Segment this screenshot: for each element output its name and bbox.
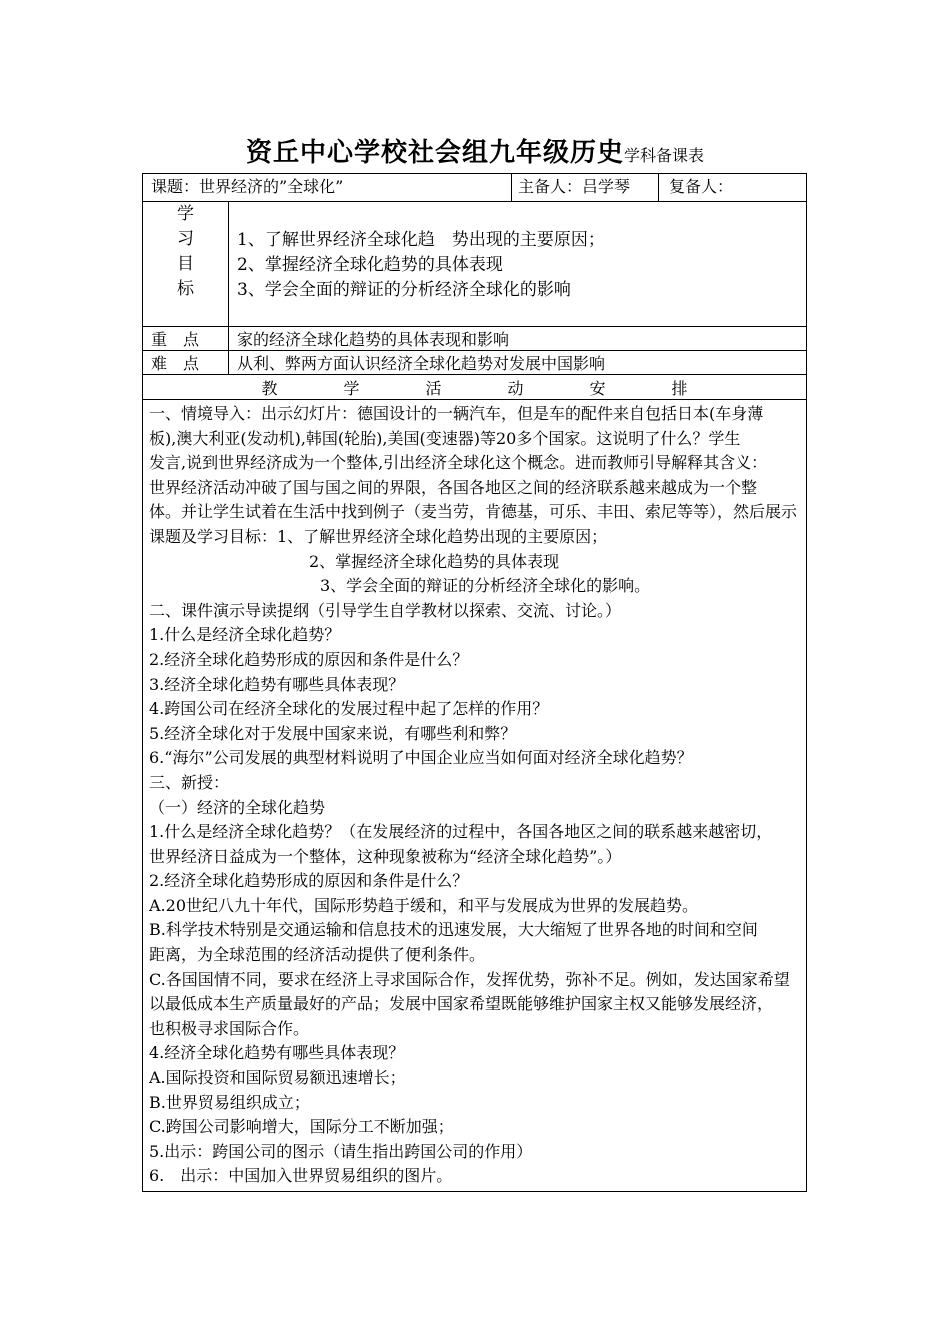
co-author-cell: 复备人： — [659, 174, 807, 202]
header-row — [143, 174, 807, 202]
body-line: 2、掌握经济全球化趋势的具体表现 — [309, 551, 560, 571]
body-line: 3、学会全面的辩证的分析经济全球化的影响。 — [320, 576, 651, 596]
body-line: 2.经济全球化趋势形成的原因和条件是什么？ — [149, 871, 469, 891]
lesson-plan-table — [142, 173, 807, 1192]
body-line: 世界经济活动冲破了国与国之间的界限，各国各地区之间的经济联系越来越成为一个整 — [149, 477, 758, 497]
activity-heading-char: 安 — [589, 378, 606, 398]
body-line: 体。并让学生试着在生活中找到例子（麦当劳，肯德基，可乐、丰田、索尼等等），然后展示 — [149, 502, 798, 522]
key-point-value: 家的经济全球化趋势的具体表现和影响 — [229, 327, 807, 351]
body-line: （一）经济的全球化趋势 — [149, 797, 326, 817]
body-line: 板),澳大利亚(发动机),韩国(轮胎),美国(变速器)等20多个国家。这说明了什么？学生 — [149, 428, 741, 448]
objectives-label-char: 习 — [177, 229, 194, 249]
activity-heading — [143, 375, 807, 400]
activity-heading-char: 活 — [425, 378, 442, 398]
topic-cell: 课题：世界经济的”全球化” — [143, 174, 512, 202]
body-line: 5.经济全球化对于发展中国家来说，有哪些利和弊？ — [149, 723, 517, 743]
objective-item: 2、掌握经济全球化趋势的具体表现 — [237, 255, 503, 275]
body-line: C.各国国情不同，要求在经济上寻求国际合作，发挥优势，弥补不足。例如，发达国家希望 — [149, 969, 790, 989]
objective-item: 1、了解世界经济全球化趋 势出现的主要原因； — [237, 230, 605, 250]
body-line: C.跨国公司影响增大，国际分工不断加强； — [149, 1117, 454, 1137]
body-line: 2.经济全球化趋势形成的原因和条件是什么？ — [149, 649, 469, 669]
body-line: 课题及学习目标：1、了解世界经济全球化趋势出现的主要原因； — [149, 526, 608, 546]
body-line: 距离，为全球范围的经济活动提供了便利条件。 — [149, 945, 486, 965]
objectives-row — [143, 202, 807, 327]
body-line: 世界经济日益成为一个整体，这种现象被称为“经济全球化趋势”。） — [149, 846, 622, 866]
activity-body-row — [143, 400, 807, 1192]
title-sub: 学科备课表 — [624, 146, 705, 165]
body-line: A.20世纪八九十年代，国际形势趋于缓和，和平与发展成为世界的发展趋势。 — [149, 895, 699, 915]
activity-heading-char: 学 — [343, 378, 360, 398]
objectives-label-char: 标 — [177, 279, 194, 299]
body-line: 6. 出示：中国加入世界贸易组织的图片。 — [149, 1166, 453, 1186]
document-title — [0, 132, 950, 169]
difficult-point-row — [143, 351, 807, 375]
body-line: 一、情境导入：出示幻灯片：德国设计的一辆汽车，但是车的配件来自包括日本(车身薄 — [149, 404, 764, 423]
body-line: B.世界贸易组织成立； — [149, 1092, 310, 1112]
body-line: 1.什么是经济全球化趋势？（在发展经济的过程中，各国各地区之间的联系越来越密切， — [149, 822, 773, 842]
title-main: 资丘中心学校社会组九年级历史 — [245, 138, 624, 168]
host-cell: 主备人：吕学琴 — [512, 174, 659, 202]
activity-heading-char: 排 — [671, 378, 688, 398]
body-line: A.国际投资和国际贸易额迅速增长； — [149, 1068, 406, 1088]
body-line: 二、课件演示导读提纲（引导学生自学教材以探索、交流、讨论。） — [149, 600, 622, 620]
objectives-label — [143, 202, 229, 327]
activity-heading-char: 动 — [507, 378, 524, 398]
key-point-label: 重 点 — [143, 327, 229, 351]
objectives-label-char: 目 — [177, 254, 194, 274]
body-line: 发言,说到世界经济成为一个整体,引出经济全球化这个概念。进而教师引导解释其含义： — [149, 453, 768, 473]
body-line: 6.“海尔”公司发展的典型材料说明了中国企业应当如何面对经济全球化趋势？ — [149, 748, 693, 768]
body-line: 5.出示：跨国公司的图示（请生指出跨国公司的作用） — [149, 1141, 533, 1161]
objectives-label-char: 学 — [177, 204, 194, 224]
body-line: 以最低成本生产质量最好的产品；发展中国家希望既能够维护国家主权又能够发展经济， — [149, 994, 774, 1014]
difficult-point-value: 从利、弊两方面认识经济全球化趋势对发展中国影响 — [229, 351, 807, 375]
body-line: 3.经济全球化趋势有哪些具体表现？ — [149, 674, 405, 694]
body-line: B.科学技术特别是交通运输和信息技术的迅速发展，大大缩短了世界各地的时间和空间 — [149, 920, 758, 940]
key-point-row — [143, 327, 807, 351]
body-line: 三、新授： — [149, 772, 230, 792]
difficult-point-label: 难 点 — [143, 351, 229, 375]
activity-heading-row — [143, 375, 807, 400]
body-line: 4.经济全球化趋势有哪些具体表现？ — [149, 1043, 405, 1063]
objectives-list — [229, 202, 807, 327]
body-line: 4.跨国公司在经济全球化的发展过程中起了怎样的作用？ — [149, 699, 549, 719]
activity-heading-char: 教 — [261, 378, 278, 398]
activity-body — [143, 400, 807, 1192]
objective-item: 3、学会全面的辩证的分析经济全球化的影响 — [237, 280, 571, 300]
body-line: 也积极寻求国际合作。 — [149, 1018, 310, 1038]
body-line: 1.什么是经济全球化趋势？ — [149, 625, 341, 645]
